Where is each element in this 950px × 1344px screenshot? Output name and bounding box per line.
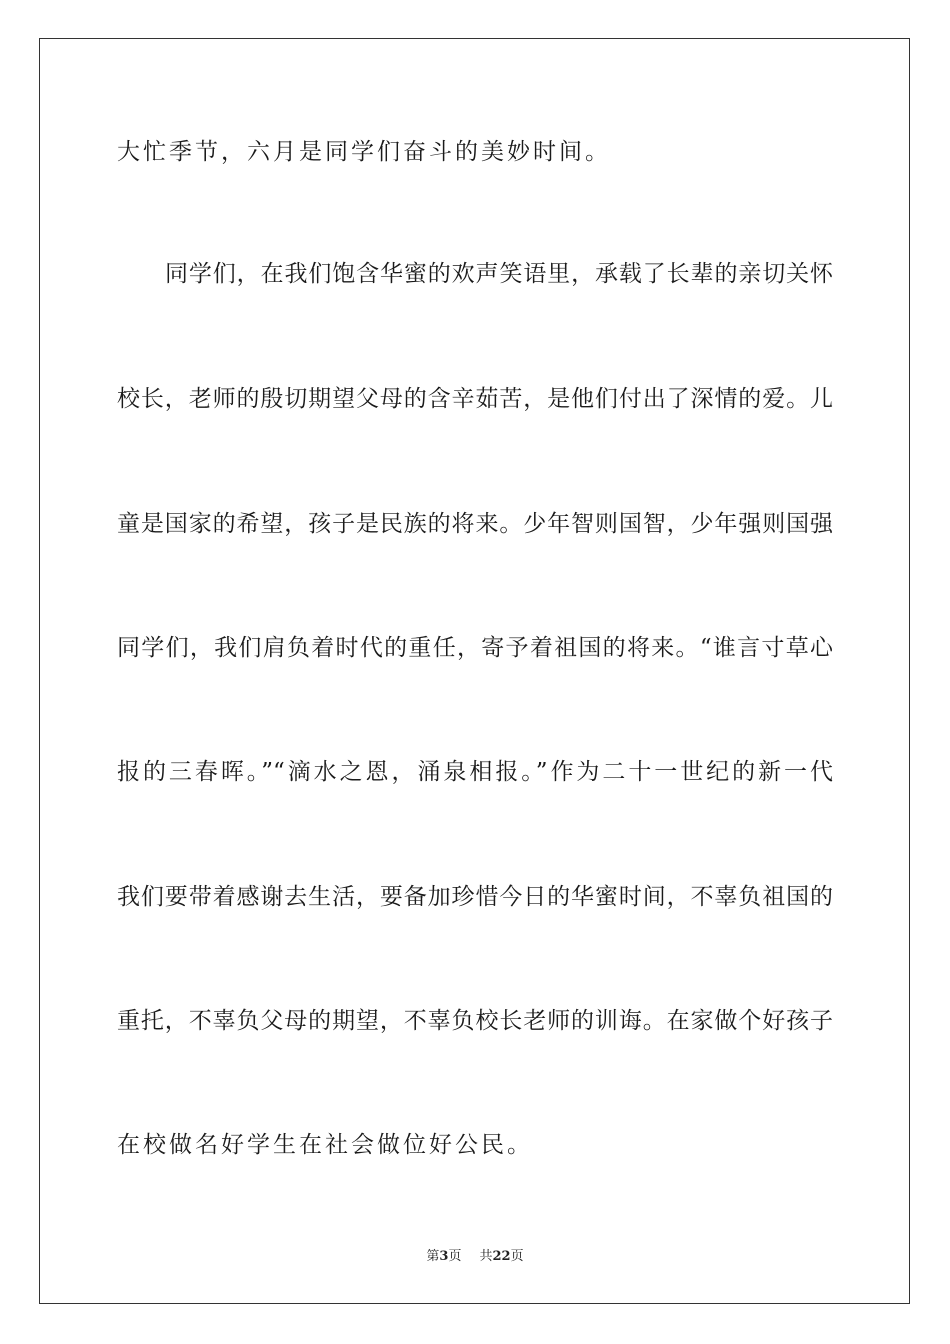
text-line-8: 重托，不辜负父母的期望，不辜负校长老师的训诲。在家做个好孩子 — [117, 1008, 833, 1034]
total-prefix: 共 — [479, 1249, 493, 1264]
page-border — [39, 38, 910, 1304]
total-pages: 22 — [492, 1249, 511, 1264]
text-line-9: 在校做名好学生在社会做位好公民。 — [117, 1132, 533, 1158]
page-suffix: 页 — [448, 1249, 462, 1264]
page-number: 3 — [439, 1249, 449, 1264]
text-line-4: 童是国家的希望，孩子是民族的将来。少年智则国智，少年强则国强 — [117, 511, 833, 537]
text-line-2: 同学们，在我们饱含华蜜的欢声笑语里，承载了长辈的亲切关怀 — [165, 261, 833, 287]
total-suffix: 页 — [510, 1249, 524, 1264]
text-line-7: 我们要带着感谢去生活，要备加珍惜今日的华蜜时间，不辜负祖国的 — [117, 884, 833, 910]
text-line-5: 同学们，我们肩负着时代的重任，寄予着祖国的将来。“谁言寸草心 — [117, 635, 833, 661]
text-line-3: 校长，老师的殷切期望父母的含辛茹苦，是他们付出了深情的爱。儿 — [117, 386, 833, 412]
page-prefix: 第 — [426, 1249, 440, 1264]
page-footer — [0, 1248, 950, 1266]
text-line-6: 报的三春晖。”“滴水之恩，涌泉相报。”作为二十一世纪的新一代 — [117, 759, 833, 785]
text-line-1: 大忙季节，六月是同学们奋斗的美妙时间。 — [117, 139, 611, 165]
